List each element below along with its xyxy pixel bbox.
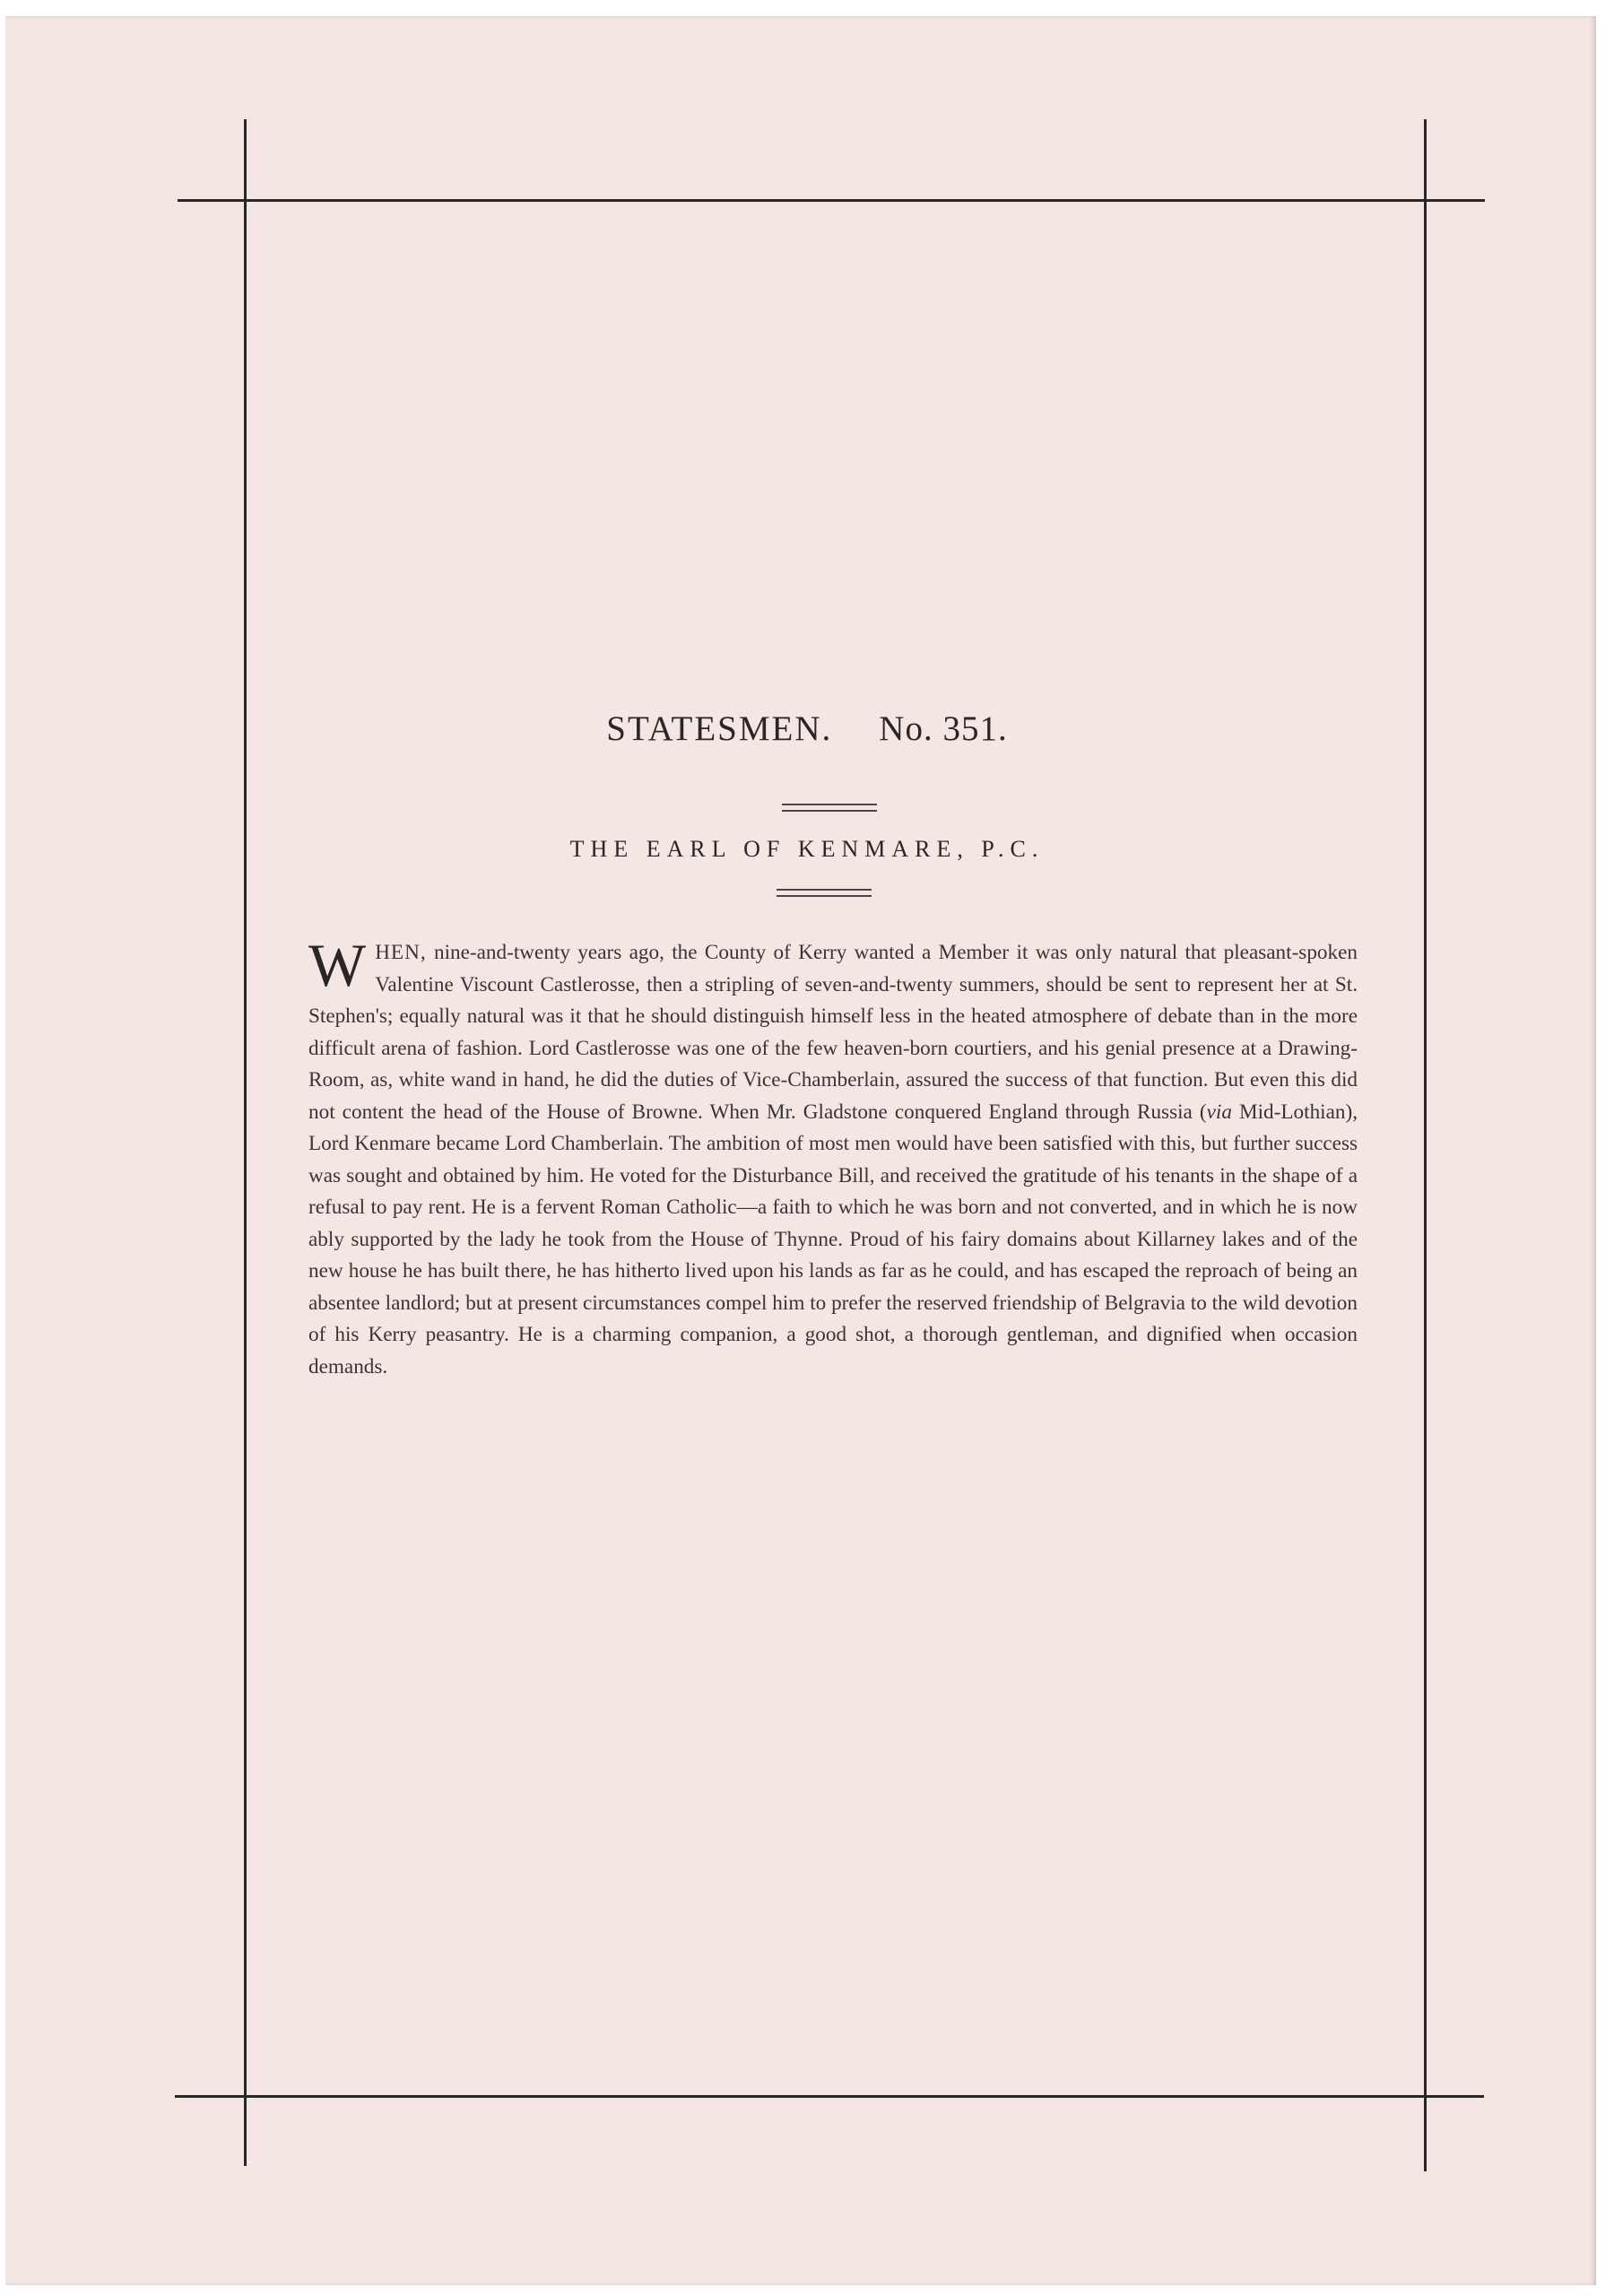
article-body: [308, 931, 1358, 1383]
article-italic-via: via: [1206, 1100, 1232, 1124]
double-rule-upper: [782, 804, 877, 812]
issue-number: No. 351.: [879, 709, 1008, 748]
double-rule-lower: [777, 889, 872, 897]
frame-left-rule: [244, 119, 247, 2166]
frame-bottom-rule: [175, 2095, 1484, 2098]
subject-title: THE EARL OF KENMARE, P.C.: [569, 836, 1045, 862]
page-title: [0, 709, 1614, 749]
article-text-part-1: nine-and-twenty years ago, the County of Kerry wanted a Member it was only natural that pleasant-spoken Valentine Viscount Castlerosse, then a stripling of seven-and-twenty summers, should be sent to represent her at St. Stephen's; equally natural was it that he should distinguish himself less in the heated atmosphere of debate than in the more difficult arena of fashion. Lord Castlerosse was one of the few heaven-born courtiers, and his genial presence at a Drawing-Room, as, white wand in hand, he did the duties of Vice-Chamberlain, assured the success of that function. But even this did not content the head of the House of Browne. When Mr. Gladstone conquered England through Russia (: [308, 941, 1358, 1124]
frame-right-rule: [1424, 119, 1427, 2171]
drop-cap: W: [308, 931, 367, 999]
article-text-part-2: Mid-Lothian), Lord Kenmare became Lord Chamberlain. The ambition of most men would have been satisfied with this, but further success was sought and obtained by him. He voted for the Disturbance Bill, and received the gratitude of his tenants in the shape of a refusal to pay rent. He is a fervent Roman Catholic—a faith to which he was born and not converted, and in which he is now ably supported by the lady he took from the House of Thynne. Proud of his fairy domains about Killarney lakes and of the new house he has built there, he has hitherto lived upon his lands as far as he could, and has escaped the reproach of being an absentee landlord; but at present circumstances compel him to prefer the reserved friendship of Belgravia to the wild devotion of his Kerry peasantry. He is a charming companion, a good shot, a thorough gentleman, and dignified when occasion demands.: [308, 1100, 1358, 1378]
series-label: STATESMEN.: [606, 709, 833, 748]
frame-top-rule: [178, 199, 1485, 202]
article-lead-word: HEN,: [375, 941, 427, 964]
